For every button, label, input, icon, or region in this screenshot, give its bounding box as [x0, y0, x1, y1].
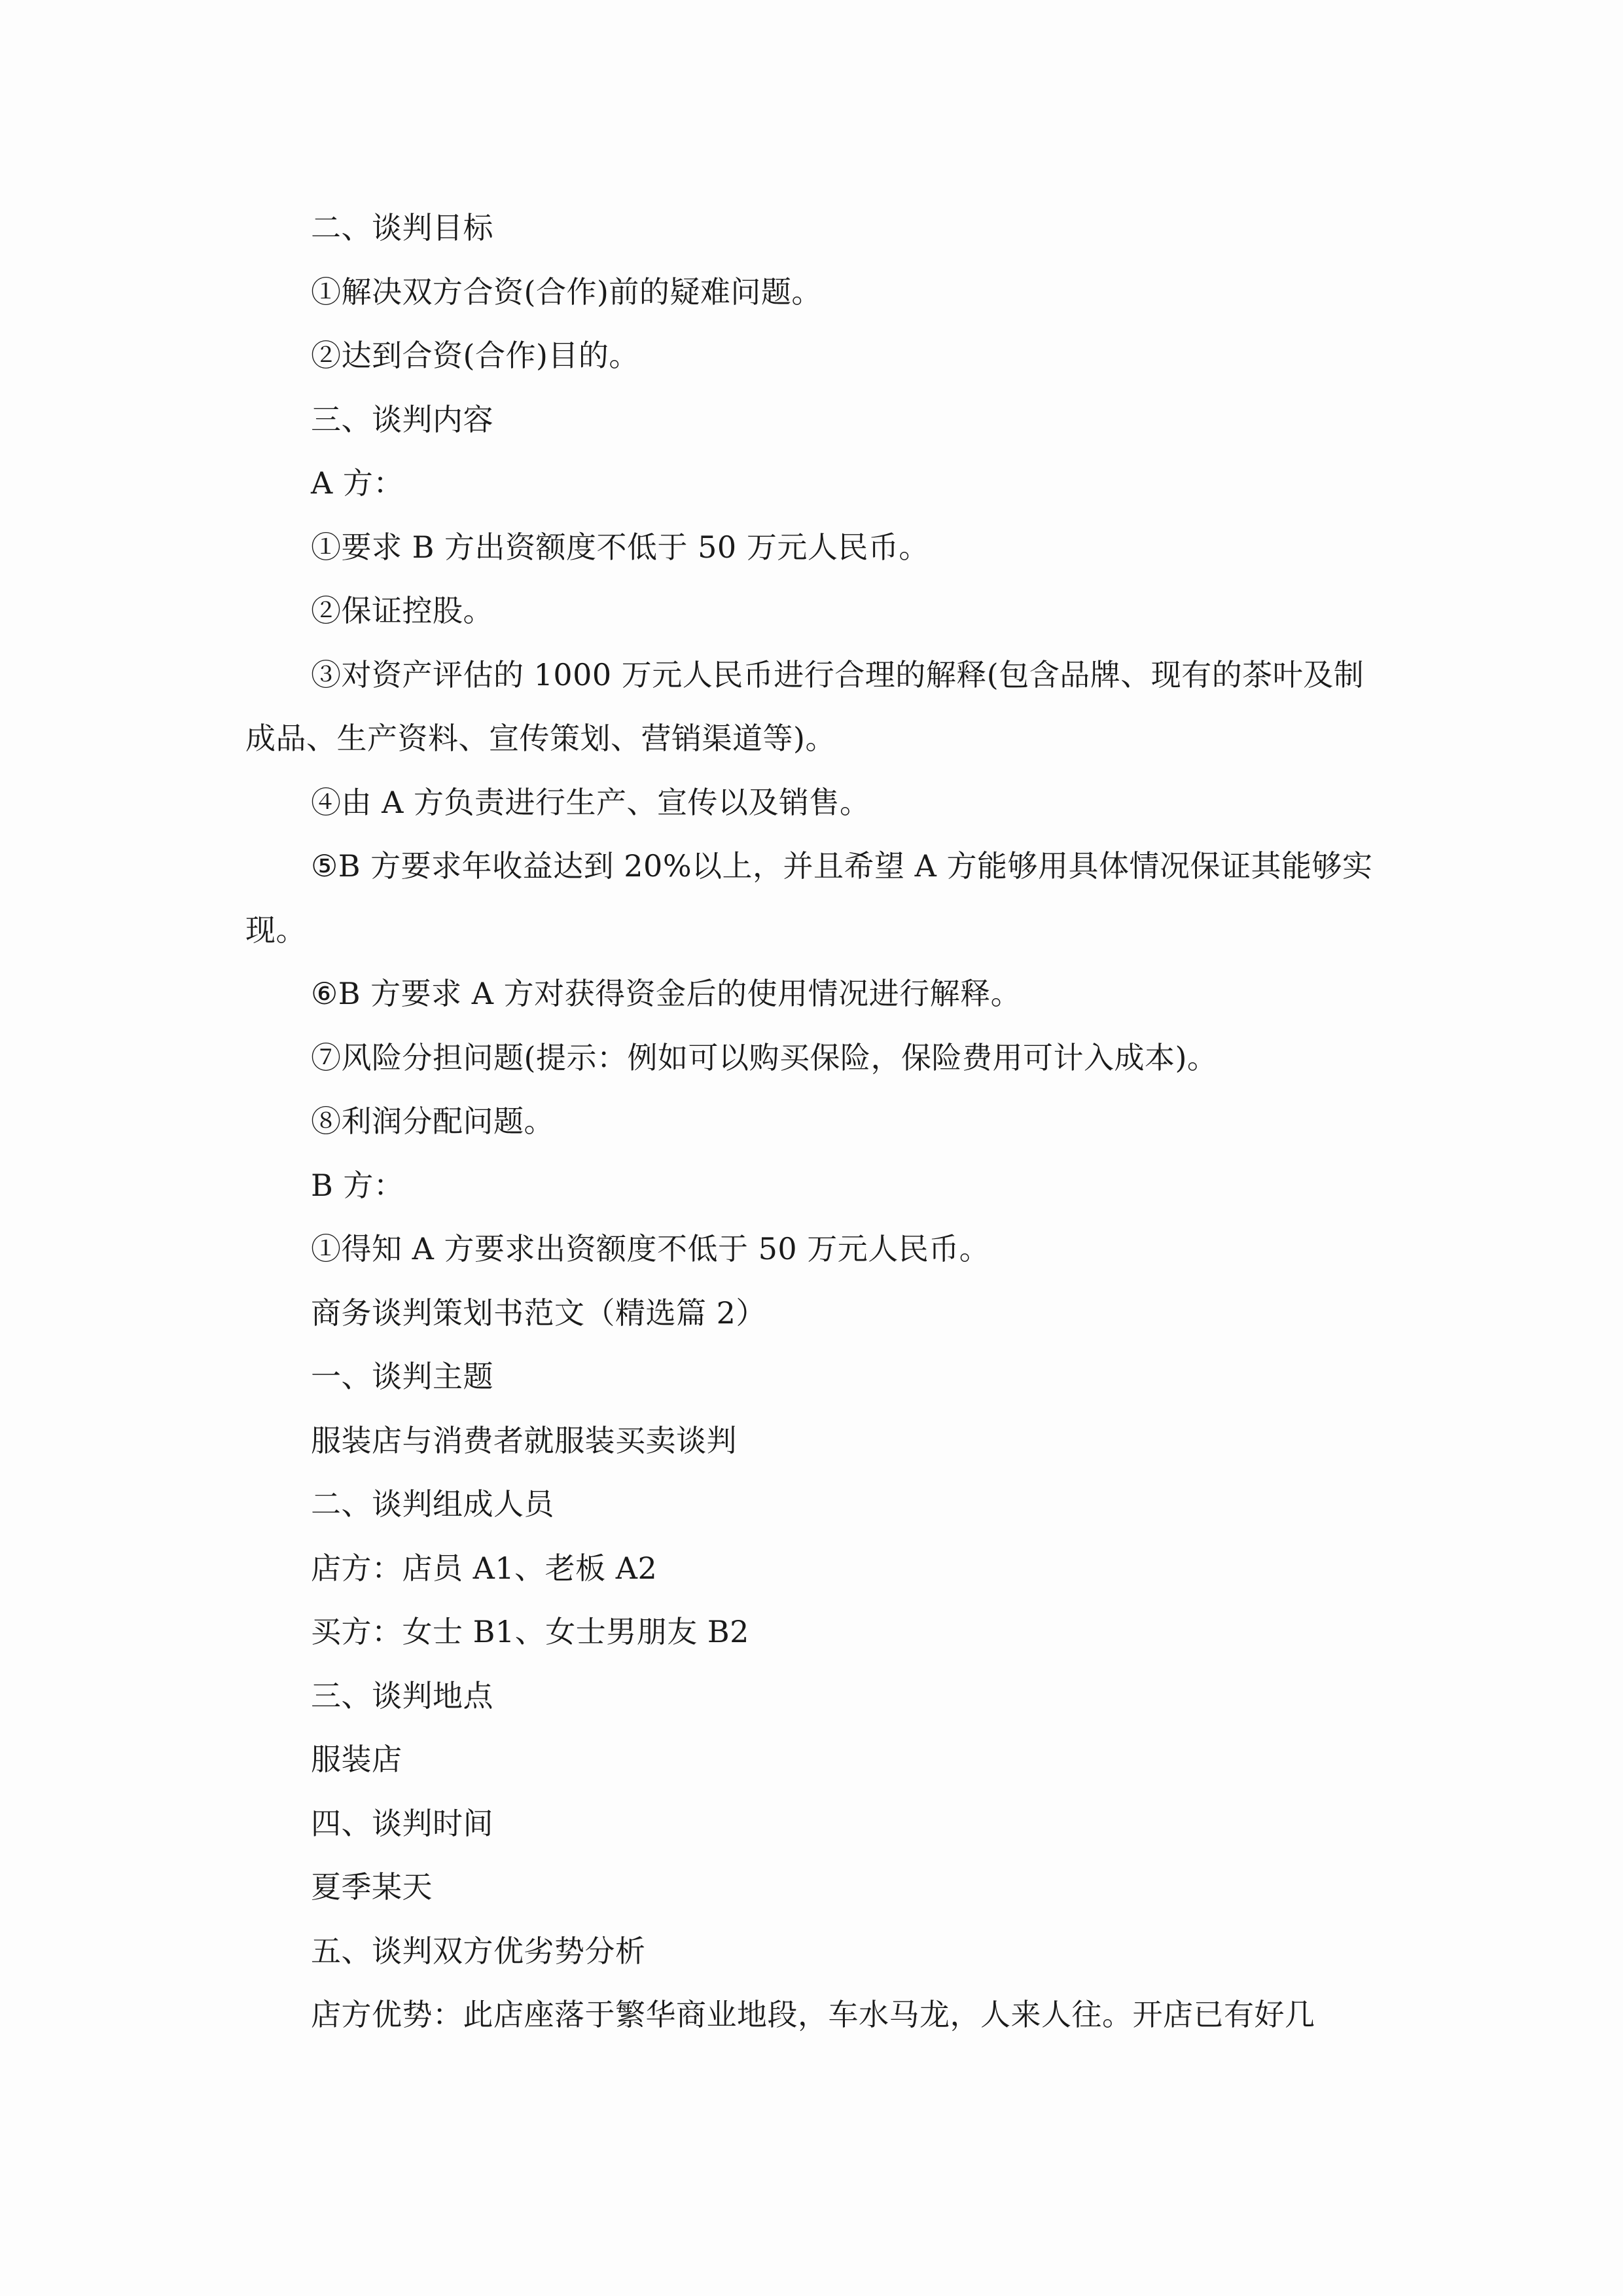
body-text: 服装店与消费者就服装买卖谈判 — [311, 1422, 737, 1458]
list-item: ⑥B 方要求 A 方对获得资金后的使用情况进行解释。 — [311, 976, 1022, 1011]
section-heading: 三、谈判内容 — [311, 401, 493, 437]
section-heading: 一、谈判主题 — [311, 1359, 493, 1394]
body-text: 买方：女士 B1、女士男朋友 B2 — [311, 1614, 749, 1649]
list-item: ⑦风险分担问题(提示：例如可以购买保险，保险费用可计入成本)。 — [311, 1039, 1218, 1075]
list-item: ①得知 A 方要求出资额度不低于 50 万元人民币。 — [311, 1231, 990, 1266]
list-item: ①解决双方合资(合作)前的疑难问题。 — [311, 274, 822, 310]
list-item: ①要求 B 方出资额度不低于 50 万元人民币。 — [311, 529, 929, 565]
section-heading: 三、谈判地点 — [311, 1677, 493, 1713]
section-heading: 四、谈判时间 — [311, 1805, 493, 1841]
list-item: ⑧利润分配问题。 — [311, 1103, 554, 1139]
list-item: ②达到合资(合作)目的。 — [311, 338, 639, 373]
party-label: B 方： — [311, 1167, 404, 1203]
list-item: ④由 A 方负责进行生产、宣传以及销售。 — [311, 784, 870, 820]
section-heading: 二、谈判组成人员 — [311, 1486, 554, 1522]
body-text: 夏季某天 — [311, 1869, 433, 1905]
document-body — [245, 196, 1381, 2047]
party-label: A 方： — [311, 465, 404, 501]
list-item: ⑤B 方要求年收益达到 20%以上，并且希望 A 方能够用具体情况保证其能够实现。 — [245, 848, 1373, 948]
body-text: 服装店 — [311, 1742, 402, 1777]
list-item: ②保证控股。 — [311, 593, 493, 628]
list-item: ③对资产评估的 1000 万元人民币进行合理的解释(包含品牌、现有的茶叶及制成品、生产资料、宣传策划、营销渠道等)。 — [245, 656, 1364, 756]
section-heading: 五、谈判双方优劣势分析 — [311, 1933, 646, 1969]
body-text: 店方优势：此店座落于繁华商业地段，车水马龙，人来人往。开店已有好几 — [311, 1997, 1315, 2032]
body-text: 店方：店员 A1、老板 A2 — [311, 1550, 658, 1586]
document-title: 商务谈判策划书范文（精选篇 2） — [311, 1295, 766, 1331]
section-heading: 二、谈判目标 — [311, 210, 493, 245]
